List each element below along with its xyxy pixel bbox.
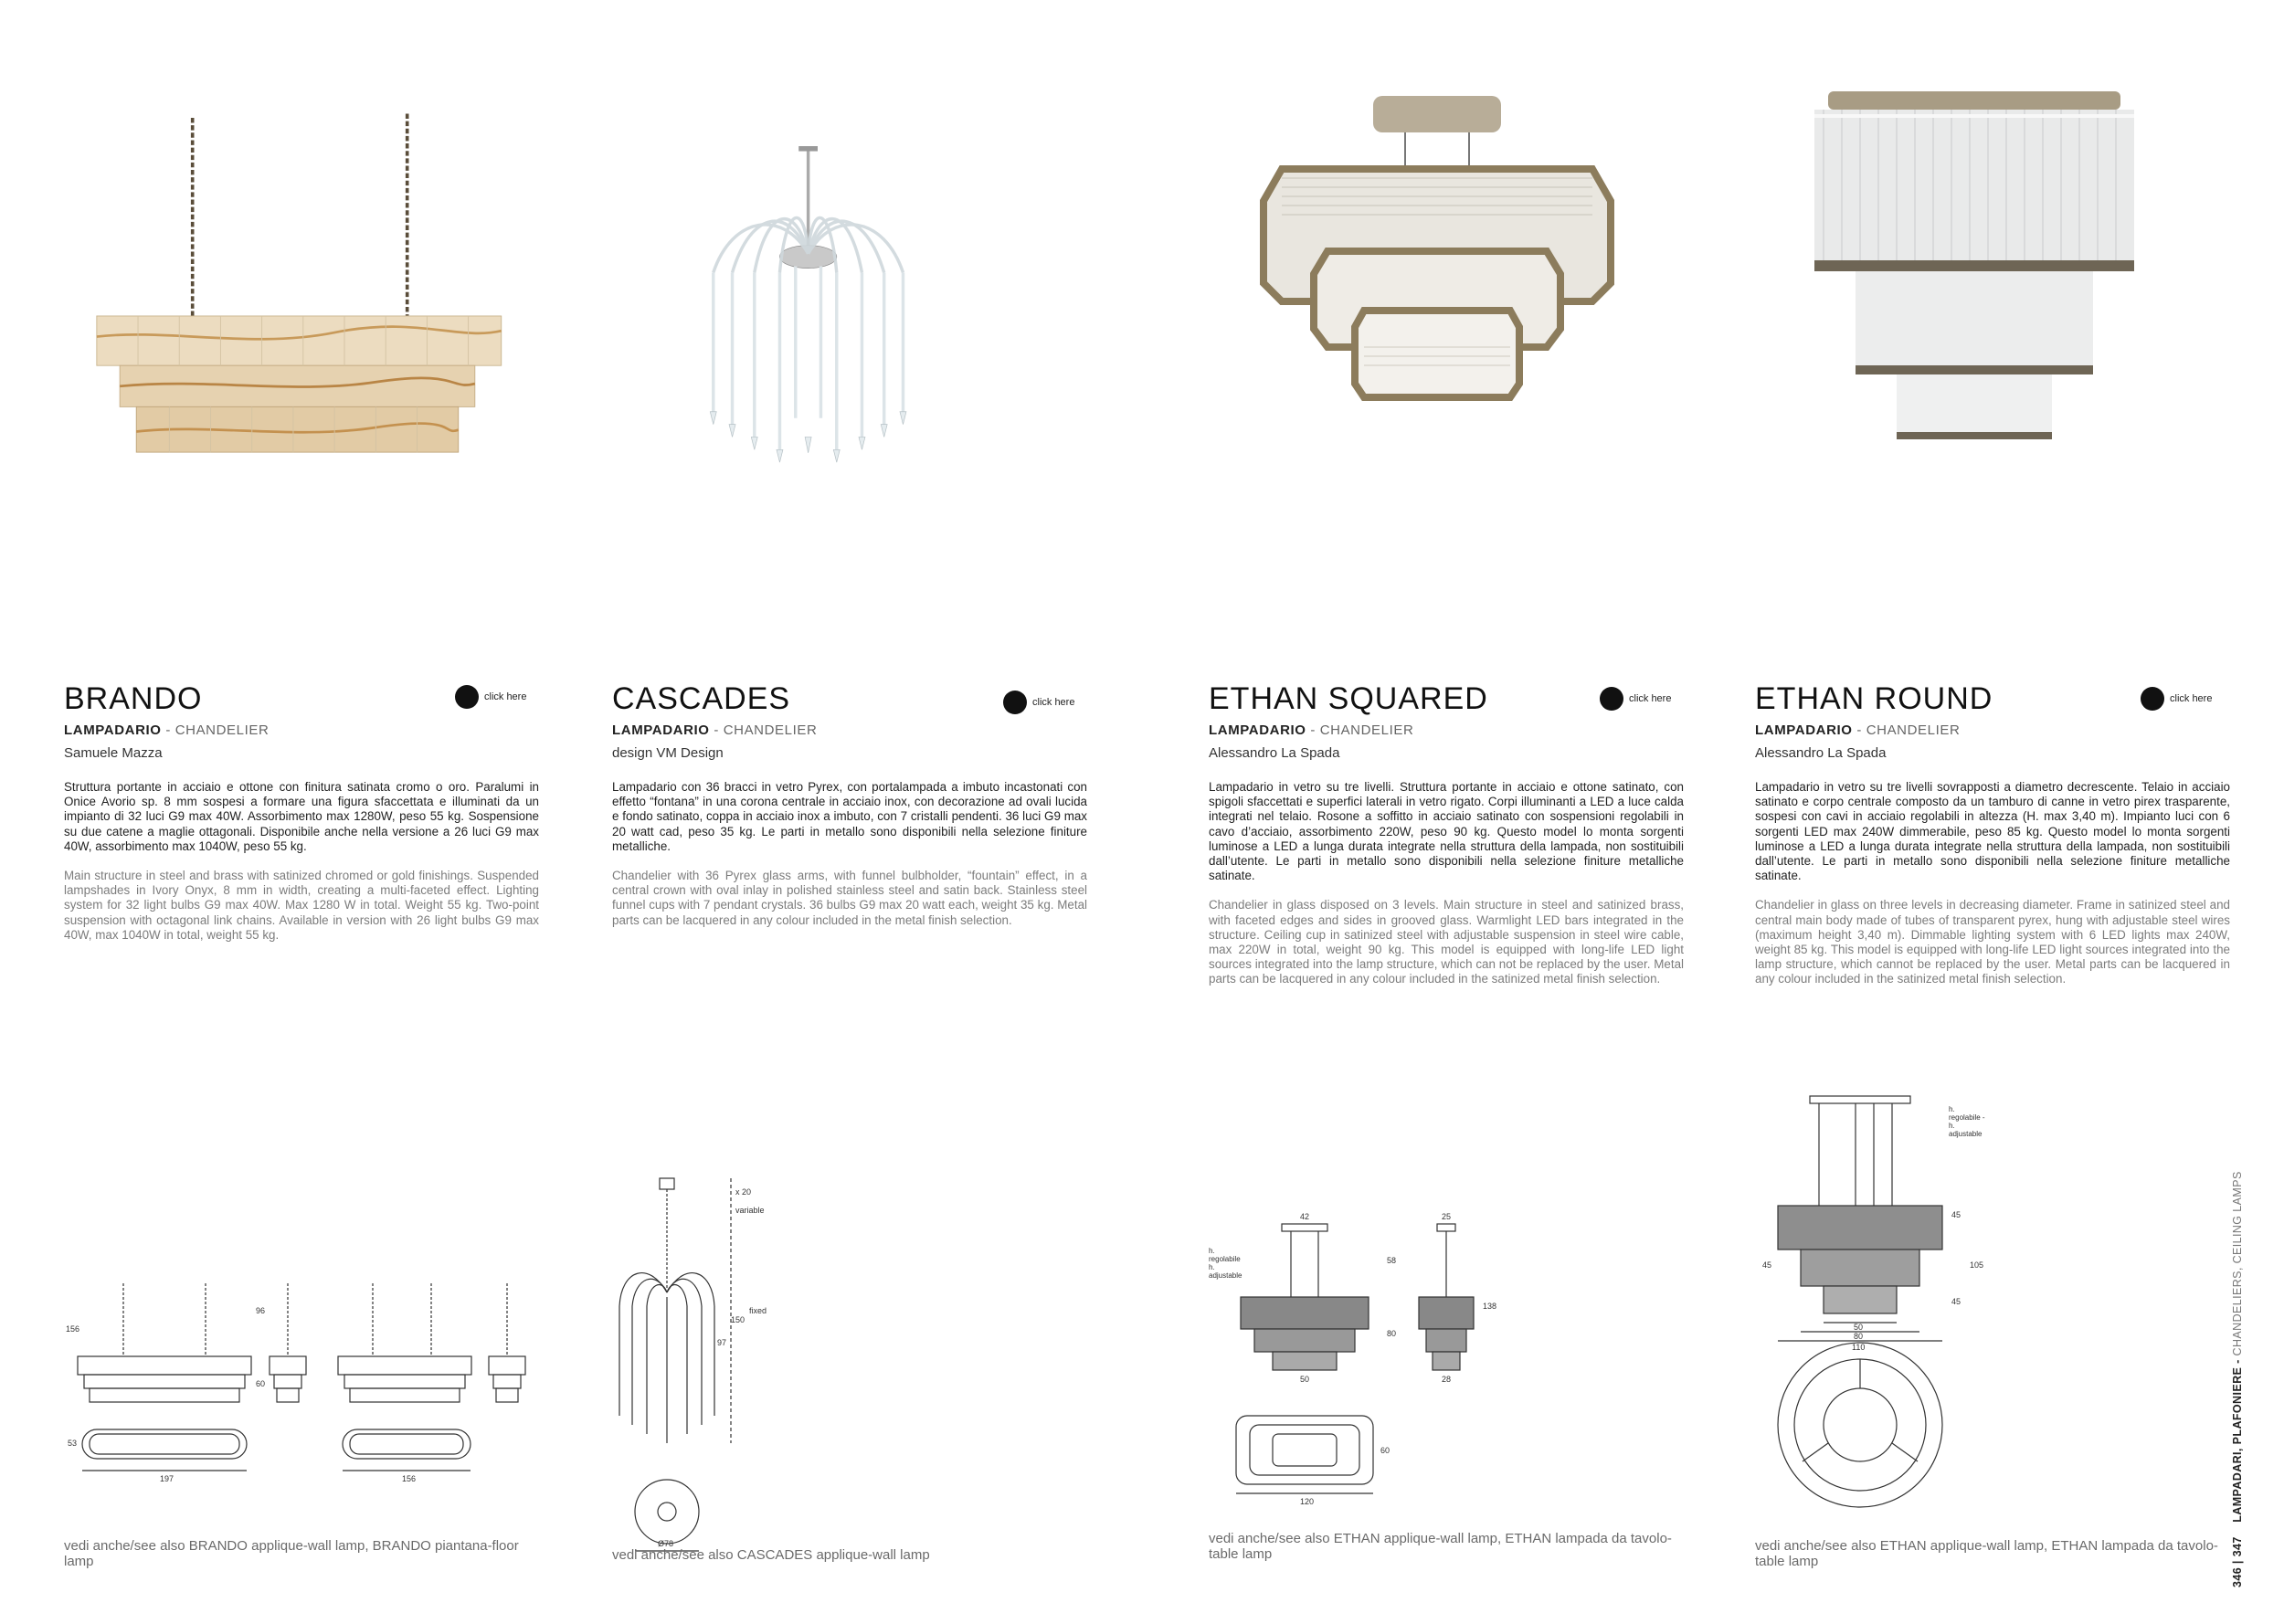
description-it: Lampadario con 36 bracci in vetro Pyrex, con portalampada a imbuto incastonati con effetto “fontana” in una corona centrale in acciaio inox, con decorazione ad ovali lucida e fondo satinato, coppa in acciaio inox a imbuto, con 7 cristalli pendenti. 36 luci G9 max 20 watt cad, peso 35 kg. Le parti in metallo sono disponibili nella selezione finiture metalliche.	[612, 780, 1087, 853]
dim-h80: 80	[1387, 1329, 1397, 1338]
click-here-button[interactable]	[1003, 691, 1074, 714]
click-here-button[interactable]	[2141, 687, 2212, 711]
product-designer: Samuele Mazza	[64, 745, 163, 761]
dim-h1: 156	[66, 1324, 80, 1334]
dim-variable: variable	[735, 1206, 765, 1215]
dim-w42: 42	[1300, 1212, 1310, 1221]
cascades-dim-labels	[612, 1169, 813, 1553]
dim-w28: 28	[1442, 1375, 1452, 1384]
product-type: LAMPADARIO - CHANDELIER	[612, 722, 818, 738]
type-en: CHANDELIER	[1319, 722, 1414, 738]
brando-photo	[73, 110, 530, 539]
dim-x20: x 20	[735, 1187, 752, 1197]
dim-d60: 60	[1380, 1446, 1390, 1455]
product-title: CASCADES	[612, 681, 791, 716]
type-en: CHANDELIER	[1866, 722, 1961, 738]
description-en: Chandelier with 36 Pyrex glass arms, with funnel bulbholder, “fountain” effect, in a central crown with oval inlay in polished stainless steel and satin back. Stainless steel funnel cups with 7 pendant crystals. 36 bulbs G9 max 20 watt each, weight 35 kg. Metal parts can be lacquered in any colour included in the metal finish selection.	[612, 869, 1087, 927]
cascades-info	[612, 683, 1087, 928]
dim-adj: h. regolabile h. adjustable	[1209, 1247, 1242, 1280]
description-en: Chandelier in glass disposed on 3 levels. Main structure in steel and satinized brass, with faceted edges and sides in grooved glass. Warmlight LED bars integrated in the structure. Ceiling cup in satinized steel with adjustable suspension in steel wire cable, max 220W in total, weight 90 kg. This model is equipped with long-life LED light sources integrated into the lamp structure, which can not be replaced by the user. Metal parts can be lacquered in any colour included in the satinized metal finish selection.	[1209, 898, 1684, 986]
type-it: LAMPADARIO	[1755, 722, 1853, 738]
dim-w50: 50	[1300, 1375, 1310, 1384]
dot-icon	[1600, 687, 1623, 711]
page-spine	[2231, 1171, 2249, 1587]
dim-w50: 50	[1854, 1323, 1864, 1332]
product-type: LAMPADARIO - CHANDELIER	[64, 722, 270, 738]
click-here-label: click here	[1629, 693, 1672, 704]
dot-icon	[455, 685, 479, 709]
dim-h150: 150	[731, 1315, 745, 1324]
click-here-button[interactable]	[1600, 687, 1671, 711]
description-it: Struttura portante in acciaio e ottone con finitura satinata cromo o oro. Paralumi in Onice Avorio sp. 8 mm sospesi a formare una figura sfaccettata e illuminati da un impianto di 32 luci G9 max 40W. Assorbimento max 1280W, peso 55 kg. Sospensione su due catene a maglie ottagonali. Disponibile anche nella versione a 26 luci G9 max 40W, assorbimento max 1040W, peso 55 kg.	[64, 780, 539, 853]
product-designer: design VM Design	[612, 745, 724, 761]
type-it: LAMPADARIO	[1209, 722, 1306, 738]
dim-fixed: fixed	[749, 1306, 767, 1315]
click-here-label: click here	[2170, 693, 2213, 704]
section-it: LAMPADARI, PLAFONIERE	[2231, 1366, 2244, 1523]
see-also: vedi anche/see also BRANDO applique-wall lamp, BRANDO piantana-floor lamp	[64, 1538, 519, 1569]
product-title: BRANDO	[64, 681, 203, 716]
cascades-photo	[694, 73, 1023, 548]
dim-w80: 80	[1854, 1332, 1864, 1341]
type-it: LAMPADARIO	[612, 722, 710, 738]
description-en: Main structure in steel and brass with satinized chromed or gold finishings. Suspended lampshades in Ivory Onyx, 8 mm in width, creating a multi-faceted effect. Lighting system for 32 light bulbs G9 max 40W. Max 1280 W in total. Weight 55 kg. Two-point suspension with octagonal link chains. Available in version with 26 light bulbs G9 max 40W, max 1040W in total, weight 55 kg.	[64, 869, 539, 942]
dim-h97: 97	[717, 1338, 727, 1347]
dim-h45c: 45	[1951, 1297, 1961, 1306]
section-separator: -	[2231, 1355, 2244, 1364]
dim-w120: 120	[1300, 1497, 1315, 1506]
see-also: vedi anche/see also ETHAN applique-wall lamp, ETHAN lampada da tavolo-table lamp	[1755, 1538, 2218, 1569]
dim-h45b: 45	[1762, 1260, 1772, 1270]
ethan-round-photo	[1810, 87, 2139, 470]
product-ethan-round	[1755, 0, 2230, 1624]
product-title: ETHAN ROUND	[1755, 681, 1993, 716]
dim-w2: 156	[402, 1474, 417, 1483]
dim-d78: Ø78	[658, 1539, 674, 1548]
dim-h2: 96	[256, 1306, 266, 1315]
dot-icon	[2141, 687, 2164, 711]
dim-w25: 25	[1442, 1212, 1452, 1221]
product-ethan-squared	[1209, 0, 1684, 1624]
dot-icon	[1003, 691, 1027, 714]
dim-h58: 58	[1387, 1256, 1397, 1265]
description-en: Chandelier in glass on three levels in decreasing diameter. Frame in satinized steel and central main body made of tubes of transparent pyrex, hung with adjustable steel wires (maximum height 3,40 m). Dimmable lighting system with 6 LED lights max 240W, weight 85 kg. This model is equipped with long-life LED light sources integrated into the lamp structure, which cannot be replaced by the user. Metal parts can be lacquered in any colour included in the satinized metal finish selection.	[1755, 898, 2230, 986]
brando-info	[64, 683, 539, 943]
type-it: LAMPADARIO	[64, 722, 162, 738]
ethan-round-dim-labels	[1755, 1087, 1993, 1525]
dim-w1: 197	[160, 1474, 174, 1483]
dim-h105: 105	[1970, 1260, 1984, 1270]
ethan-squared-dim-labels	[1209, 1210, 1510, 1521]
product-designer: Alessandro La Spada	[1209, 745, 1340, 761]
dim-h45a: 45	[1951, 1210, 1961, 1219]
product-brando	[64, 0, 539, 1624]
click-here-label: click here	[1032, 697, 1075, 708]
product-cascades	[612, 0, 1087, 1624]
click-here-label: click here	[484, 691, 527, 702]
dim-h138: 138	[1483, 1302, 1497, 1311]
description-it: Lampadario in vetro su tre livelli sovrapposti a diametro decrescente. Telaio in acciaio satinato e corpo centrale composto da un tamburo di canne in vetro pirex trasparente, sospesi con cavi in acciaio regolabili in altezza (H. max 3,40 m). Impianto luci con 6 sorgenti LED max 240W dimmerabile, peso 85 kg. Questo model lo monta sorgenti luminose a LED a lunga durata integrate nella struttura della lampada, non sostituibili dall’utente. Le parti in metallo sono disponibili nella selezione finiture metalliche satinate.	[1755, 780, 2230, 883]
dim-d1: 53	[68, 1439, 78, 1448]
product-title: ETHAN SQUARED	[1209, 681, 1488, 716]
dim-adj: h. regolabile - h. adjustable	[1949, 1105, 1985, 1138]
type-en: CHANDELIER	[723, 722, 818, 738]
type-en: CHANDELIER	[174, 722, 270, 738]
product-type: LAMPADARIO - CHANDELIER	[1755, 722, 1961, 738]
click-here-button[interactable]	[455, 685, 526, 709]
page-numbers: 346 | 347	[2231, 1536, 2244, 1587]
see-also: vedi anche/see also ETHAN applique-wall lamp, ETHAN lampada da tavolo-table lamp	[1209, 1531, 1672, 1562]
description-it: Lampadario in vetro su tre livelli. Struttura portante in acciaio e ottone satinato, con spigoli sfaccettati e superfici laterali in vetro rigato. Corpi illuminanti a LED a luce calda integrati nel telaio. Rosone a soffitto in acciaio satinato con sospensioni regolabili in cavo d’acciaio, assorbimento 220W, peso 90 kg. Questo model lo monta sorgenti luminose a LED a lunga durata integrate nella struttura della lampada, non sostituibili dall’utente. Le parti in metallo sono disponibili nella selezione finiture metalliche satinate.	[1209, 780, 1684, 883]
product-type: LAMPADARIO - CHANDELIER	[1209, 722, 1414, 738]
dim-h3: 60	[256, 1379, 266, 1388]
see-also: vedi anche/see also CASCADES applique-wall lamp	[612, 1547, 930, 1563]
ethan-squared-photo	[1245, 91, 1629, 420]
ethan-round-info	[1755, 683, 2230, 987]
section-en: CHANDELIERS, CEILING LAMPS	[2231, 1171, 2244, 1356]
ethan-squared-info	[1209, 683, 1684, 987]
dim-w110: 110	[1852, 1343, 1866, 1352]
brando-dim-labels	[64, 1279, 539, 1489]
product-designer: Alessandro La Spada	[1755, 745, 1887, 761]
